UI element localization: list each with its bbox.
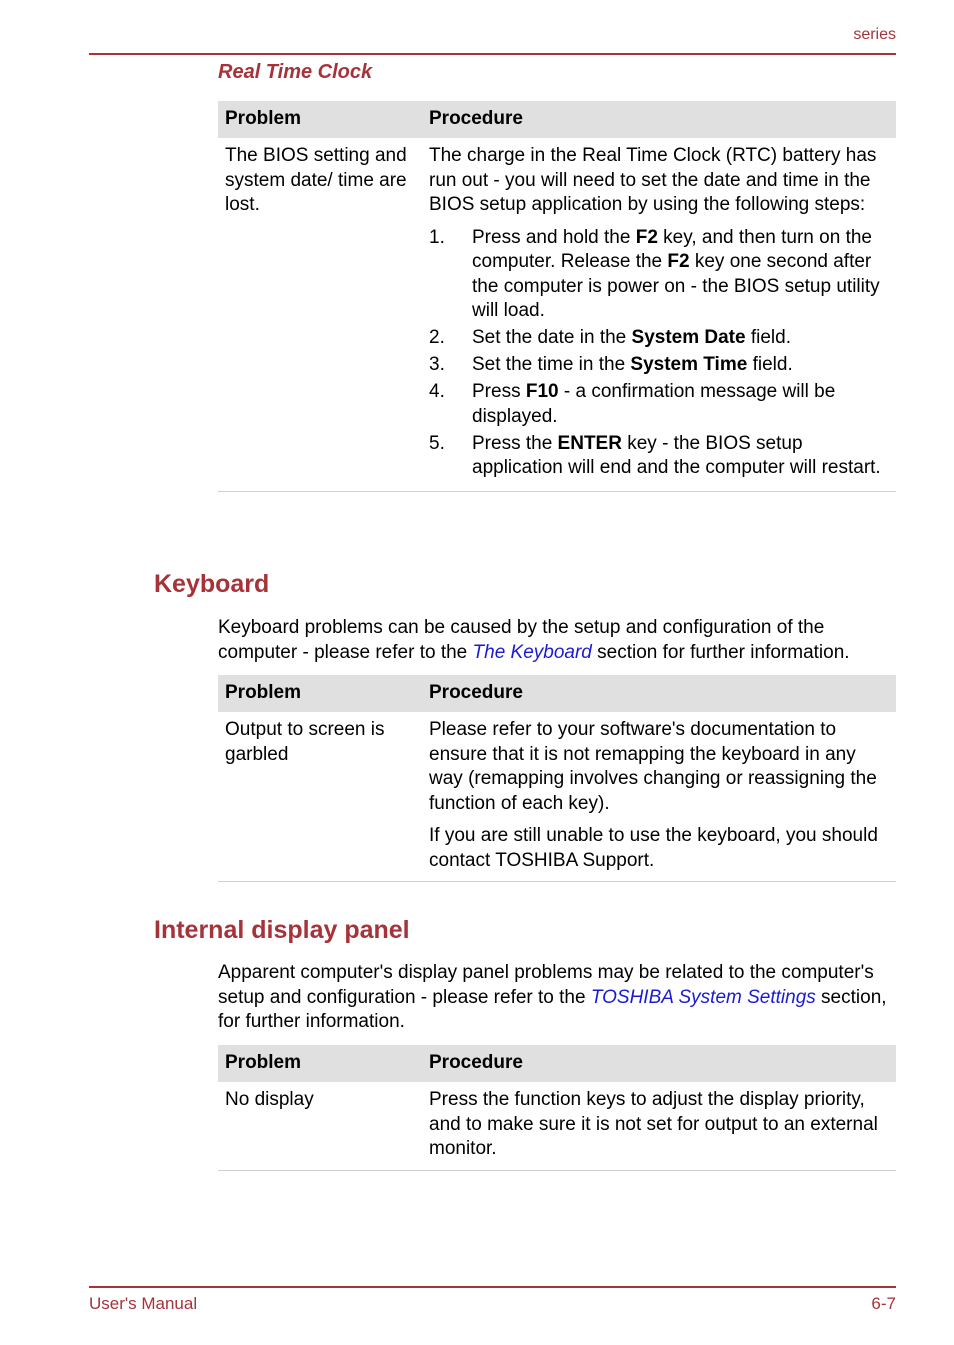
list-item: [429, 380, 889, 429]
problem-cell: No display: [218, 1082, 422, 1170]
display-heading: Internal display panel: [154, 916, 410, 944]
problem-cell: The BIOS setting and system date/ time are lost.: [218, 138, 422, 492]
keyboard-heading: Keyboard: [154, 570, 270, 598]
problem-cell: Output to screen is garbled: [218, 712, 422, 882]
table-header-row: [218, 1045, 896, 1082]
table-header-row: [218, 675, 896, 712]
list-item: [429, 326, 889, 351]
step-text: Press and hold the F2 key, and then turn on the computer. Release the F2 key one second after the computer is power on - the BIOS setup utility will load.: [472, 226, 880, 321]
table-row: [218, 712, 896, 882]
procedure-cell: [422, 138, 896, 492]
procedure-paragraph: If you are still unable to use the keyboard, you should contact TOSHIBA Support.: [429, 825, 878, 871]
procedure-cell: [422, 712, 896, 882]
step-number: 4.: [429, 381, 445, 402]
table-row: [218, 138, 896, 492]
list-item: [429, 432, 889, 481]
list-item: [429, 353, 889, 378]
running-header: series: [853, 26, 896, 43]
list-item: [429, 226, 889, 324]
step-text: Set the time in the System Time field.: [472, 354, 793, 375]
display-intro: Apparent computer's display panel problems may be related to the computer's setup and configuration - please refer to the TOSHIBA System Settings section, for further information.: [218, 962, 887, 1032]
table-header-row: [218, 101, 896, 138]
the-keyboard-link[interactable]: The Keyboard: [472, 641, 592, 663]
procedure-column-header: Procedure: [422, 101, 896, 138]
footer-manual-title: User's Manual: [89, 1294, 198, 1313]
keyboard-intro: Keyboard problems can be caused by the setup and configuration of the computer - please refer to the The Keyboard section for further information.: [218, 617, 850, 663]
table-row: [218, 1082, 896, 1170]
step-number: 5.: [429, 432, 445, 454]
header-rule: [89, 53, 896, 55]
procedure-cell: Press the function keys to adjust the display priority, and to make sure it is not set for output to an external monitor.: [422, 1082, 896, 1170]
display-table: [218, 1045, 896, 1171]
rtc-heading: Real Time Clock: [218, 61, 373, 83]
procedure-steps: [429, 226, 889, 481]
rtc-table: [218, 101, 896, 492]
procedure-column-header: Procedure: [422, 675, 896, 712]
problem-column-header: Problem: [218, 1045, 422, 1082]
step-number: 3.: [429, 354, 445, 375]
toshiba-system-settings-link[interactable]: TOSHIBA System Settings: [590, 986, 816, 1008]
problem-column-header: Problem: [218, 101, 422, 138]
problem-column-header: Problem: [218, 675, 422, 712]
step-text: Press F10 - a confirmation message will be displayed.: [472, 381, 836, 427]
footer-rule: [89, 1286, 896, 1288]
step-number: 1.: [429, 226, 445, 248]
procedure-column-header: Procedure: [422, 1045, 896, 1082]
step-number: 2.: [429, 327, 445, 348]
page-number: 6-7: [871, 1294, 896, 1313]
step-text: Set the date in the System Date field.: [472, 327, 791, 348]
procedure-paragraph: Please refer to your software's documentation to ensure that it is not remapping the keyboard in any way (remapping involves changing or reassigning the function of each key).: [429, 719, 877, 814]
step-text: Press the ENTER key - the BIOS setup application will end and the computer will restart.: [472, 432, 881, 478]
procedure-intro: The charge in the Real Time Clock (RTC) battery has run out - you will need to set the date and time in the BIOS setup application by using the following steps:: [429, 145, 877, 215]
keyboard-table: [218, 675, 896, 882]
